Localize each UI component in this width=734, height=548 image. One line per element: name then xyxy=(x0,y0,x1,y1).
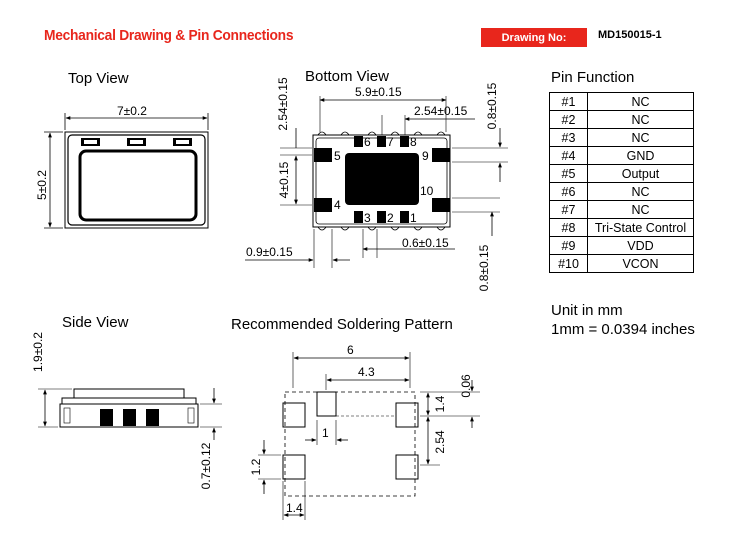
side-height-dim: 1.9±0.2 xyxy=(31,332,45,372)
soldering-pattern-label: Recommended Soldering Pattern xyxy=(231,316,453,333)
pin-function: NC xyxy=(588,93,694,111)
page-title: Mechanical Drawing & Pin Connections xyxy=(44,27,294,44)
bottom-pitch-right-dim: 2.54±0.15 xyxy=(414,104,468,118)
side-view-label: Side View xyxy=(62,314,129,331)
solder-pad-height-dim: 1.4 xyxy=(433,395,447,413)
pin-function: NC xyxy=(588,111,694,129)
pin-function: NC xyxy=(588,129,694,147)
bottom-pad-top-right-dim: 0.8±0.15 xyxy=(485,82,499,130)
solder-offset-dim: 0.06 xyxy=(459,374,473,398)
bottom-pad-gap-dim: 0.6±0.15 xyxy=(402,236,449,250)
pin-number: #8 xyxy=(550,219,588,237)
solder-inner-dim: 4.3 xyxy=(358,365,375,379)
pin-number: #9 xyxy=(550,237,588,255)
pin-label-5: 5 xyxy=(334,149,341,163)
pin-label-7: 7 xyxy=(387,135,394,149)
bottom-pad-width-dim: 0.9±0.15 xyxy=(246,245,293,259)
pin-number: #6 xyxy=(550,183,588,201)
bottom-view-label: Bottom View xyxy=(305,68,389,85)
pin-function: VCON xyxy=(588,255,694,273)
pin-label-1: 1 xyxy=(410,211,417,225)
pin-label-10: 10 xyxy=(420,184,434,198)
pin-function: Output xyxy=(588,165,694,183)
bottom-span-dim: 5.9±0.15 xyxy=(355,85,402,99)
top-view-label: Top View xyxy=(68,70,129,87)
pin-function-title: Pin Function xyxy=(551,69,635,86)
solder-pad-side-dim: 1.2 xyxy=(249,458,263,476)
pin-number: #4 xyxy=(550,147,588,165)
pin-number: #7 xyxy=(550,201,588,219)
drawing-number-label: Drawing No: xyxy=(481,28,587,47)
bottom-pitch-top-dim: 2.54±0.15 xyxy=(276,77,290,131)
solder-pad-width-dim: 1 xyxy=(322,426,329,440)
solder-pad-bottom-dim: 1.4 xyxy=(286,501,303,515)
pin-label-6: 6 xyxy=(364,135,371,149)
pin-number: #10 xyxy=(550,255,588,273)
unit-text: Unit in mm xyxy=(551,302,623,319)
pin-number: #5 xyxy=(550,165,588,183)
side-base-dim: 0.7±0.12 xyxy=(199,442,213,490)
side-view-package xyxy=(60,389,198,427)
top-view-package xyxy=(65,132,208,228)
pin-function: NC xyxy=(588,183,694,201)
pin-label-9: 9 xyxy=(422,149,429,163)
bottom-view-package xyxy=(313,132,450,230)
pin-number: #2 xyxy=(550,111,588,129)
pin-function: VDD xyxy=(588,237,694,255)
pin-label-4: 4 xyxy=(334,198,341,212)
pin-function: GND xyxy=(588,147,694,165)
pin-label-2: 2 xyxy=(387,211,394,225)
solder-pitch-dim: 2.54 xyxy=(433,430,447,454)
pin-function: Tri-State Control xyxy=(588,219,694,237)
pin-function: NC xyxy=(588,201,694,219)
soldering-pattern xyxy=(283,392,418,496)
solder-total-dim: 6 xyxy=(347,343,354,357)
pin-label-8: 8 xyxy=(410,135,417,149)
top-view-height-dim: 5±0.2 xyxy=(35,170,49,200)
pin-number: #3 xyxy=(550,129,588,147)
pin-number: #1 xyxy=(550,93,588,111)
bottom-pad-bottom-right-dim: 0.8±0.15 xyxy=(477,244,491,292)
bottom-vertical-dim: 4±0.15 xyxy=(277,161,291,199)
unit-conversion-text: 1mm = 0.0394 inches xyxy=(551,321,695,338)
pin-label-3: 3 xyxy=(364,211,371,225)
drawing-number-value: MD150015-1 xyxy=(598,29,662,41)
top-view-width-dim: 7±0.2 xyxy=(117,104,147,118)
